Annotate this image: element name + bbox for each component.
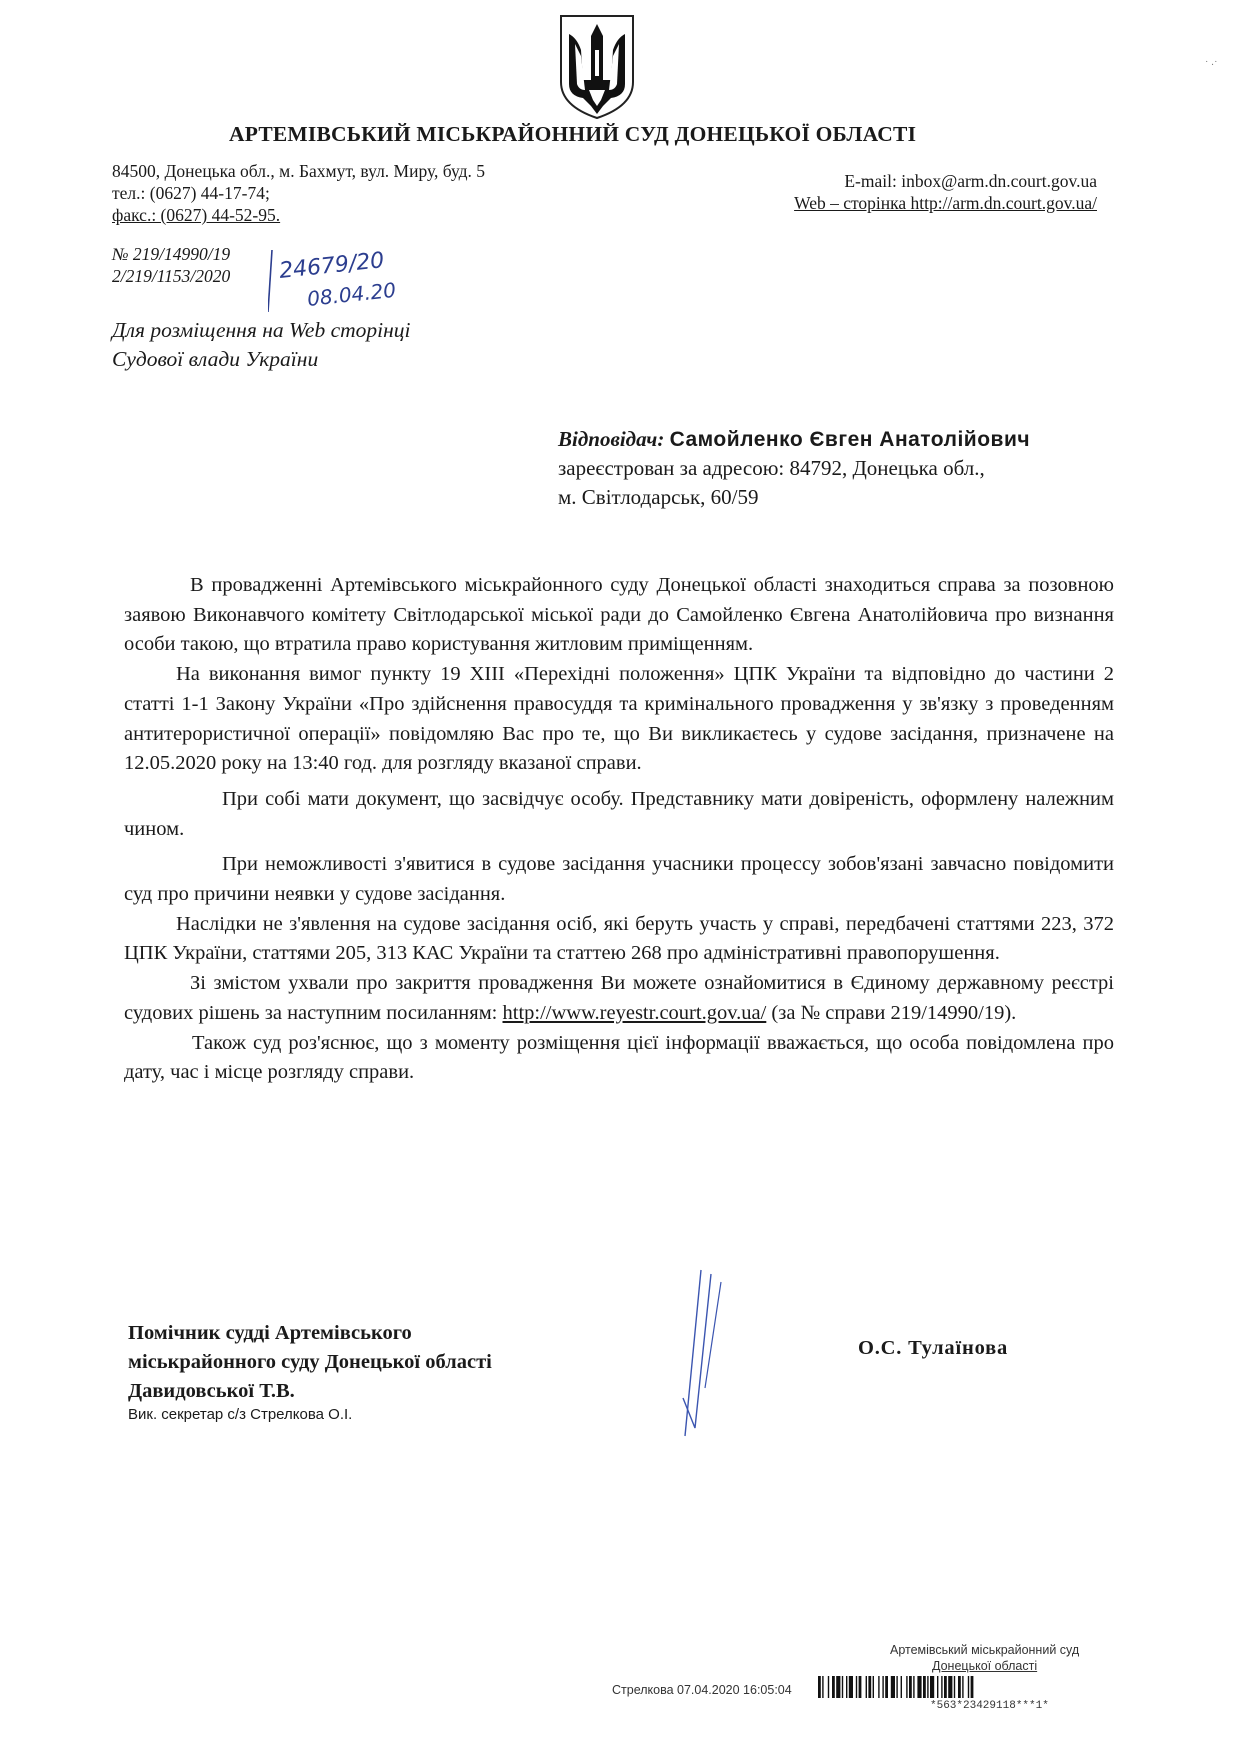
barcode-bar (822, 1676, 823, 1698)
trident-emblem-icon (555, 10, 639, 122)
respondent-address-1: зареєстрован за адресою: 84792, Донецька обл., (558, 456, 985, 480)
court-fax: факс.: (0627) 44-52-95. (112, 205, 281, 225)
barcode-bar (896, 1676, 897, 1698)
outgoing-number: 2/219/1153/2020 (112, 266, 231, 286)
barcode-bar (846, 1676, 847, 1698)
barcode-bar (885, 1676, 888, 1698)
court-online (794, 170, 1097, 214)
position-line-1: Помічник судді Артемівського (128, 1322, 412, 1344)
barcode-bar (882, 1676, 883, 1698)
signature-position (128, 1319, 492, 1406)
handwritten-reg-date: 08.04.20 (306, 277, 398, 311)
handwritten-signature (655, 1268, 735, 1438)
barcode-bar (954, 1676, 955, 1698)
paragraph-4: При неможливості з'явитися в судове засідання учасники процессу зобов'язані завчасно повідомити суд про причини неявки у судове засідання. (124, 853, 1114, 906)
barcode-bar (944, 1676, 947, 1698)
handwritten-reg-number: 24679/20 (278, 248, 386, 284)
barcode-bar (859, 1676, 862, 1698)
paragraph-2: На виконання вимог пункту 19 XIII «Перехідні положення» ЦПК України та відповідно до частини 2 статті 1-1 Закону України «Про здійснення правосуддя та кримінального провадження у зв'язку з проведенням антитерористичної операції» повідомляю Вас про те, що Ви викликаєтесь у судове засідання, призначене на 12.05.2020 року на 13:40 год. для розгляду вказаної справи. (124, 663, 1114, 775)
barcode-bar (962, 1676, 963, 1698)
court-title: АРТЕМІВСЬКИЙ МІСЬКРАЙОННИЙ СУД ДОНЕЦЬКОЇ ОБЛАСТІ (229, 122, 917, 146)
respondent-label: Відповідач: (558, 427, 665, 451)
handwritten-registration (268, 248, 438, 318)
registry-stamp (890, 1642, 1079, 1674)
barcode-bar (971, 1676, 974, 1698)
paragraph-5: Наслідки не з'явлення на судове засідання осіб, які беруть участь у справі, передбачені статтями 223, 372 ЦПК України, статтями 205, 313 КАС України та статтею 268 про адміністративні правопорушення. (124, 912, 1114, 965)
barcode-bar (842, 1676, 843, 1698)
barcode-bar (901, 1676, 902, 1698)
barcode-bar (868, 1676, 871, 1698)
stamp-court-line-1: Артемівський міськрайонний суд (890, 1643, 1080, 1657)
position-line-2: міськрайонного суду Донецької області (128, 1351, 492, 1373)
barcode-bar (866, 1676, 867, 1698)
scan-specks: ˙ ·˙ (1205, 60, 1218, 71)
court-contacts (112, 160, 485, 226)
reference-numbers (112, 243, 230, 287)
position-line-3: Давидовської Т.В. (128, 1380, 295, 1402)
barcode-number: *563*23429118***1* (930, 1700, 1049, 1712)
paragraph-3: При собі мати документ, що засвідчує особу. Представнику мати довіреність, оформлену належним чином. (124, 787, 1114, 840)
paragraph-7: Також суд роз'яснює, що з моменту розміщення цієї інформації вважається, що особа повідомлена про дату, час і місце розгляду справи. (124, 1031, 1114, 1084)
barcode-bar (948, 1676, 952, 1698)
paragraph-1: В провадженні Артемівського міськрайонного суду Донецької області знаходиться справа за позовною заявою Виконавчого комітету Світлодарської міської ради до Самойленко Євгена Анатолійовича про визнання особи такою, що втратила право користування житловим приміщенням. (124, 574, 1114, 656)
secretary-note: Вик. секретар с/з Стрелкова О.І. (128, 1406, 353, 1423)
barcode-bar (818, 1676, 821, 1698)
barcode-bar (836, 1676, 840, 1698)
barcode-bar (873, 1676, 874, 1698)
barcode-icon (818, 1676, 1128, 1698)
barcode-bar (923, 1676, 926, 1698)
respondent-block (558, 425, 1030, 512)
barcode-bar (828, 1676, 829, 1698)
respondent-address-2: м. Світлодарськ, 60/59 (558, 485, 759, 509)
court-address: 84500, Донецька обл., м. Бахмут, вул. Миру, буд. 5 (112, 161, 486, 181)
barcode-bar (930, 1676, 934, 1698)
barcode-bar (849, 1676, 853, 1698)
paragraph-6-case: (за № справи 219/14990/19). (766, 1001, 1017, 1024)
barcode-bar (913, 1676, 914, 1698)
barcode-bar (917, 1676, 921, 1698)
court-tel: тел.: (0627) 44-17-74; (112, 183, 270, 203)
signer-name: О.С. Тулаїнова (858, 1337, 1009, 1359)
barcode-bar (909, 1676, 912, 1698)
barcode-bar (832, 1676, 835, 1698)
barcode-bar (937, 1676, 938, 1698)
registry-entry: Стрелкова 07.04.2020 16:05:04 (612, 1683, 792, 1697)
placement-line-1: Для розміщення на Web сторінці (112, 318, 411, 342)
respondent-name: Самойленко Євген Анатолійович (669, 428, 1031, 451)
barcode-bar (878, 1676, 879, 1698)
placement-note (112, 316, 411, 374)
placement-line-2: Судової влади України (112, 347, 319, 371)
barcode-bar (856, 1676, 857, 1698)
stamp-court-line-2: Донецької області (932, 1659, 1038, 1673)
paragraph-6-text: Зі змістом ухвали про закриття провадження Ви можете ознайомитися в Єдиному державному реєстрі судових рішень за наступним посиланням: (124, 972, 1114, 1024)
barcode-bar (958, 1676, 961, 1698)
barcode-bar (941, 1676, 942, 1698)
registry-link[interactable]: http://www.reyestr.court.gov.ua/ (502, 1001, 767, 1024)
barcode-bar (927, 1676, 928, 1698)
barcode-bar (891, 1676, 895, 1698)
court-email: E-mail: inbox@arm.dn.court.gov.ua (844, 171, 1097, 191)
case-number: № 219/14990/19 (112, 244, 231, 264)
court-web: Web – сторінка http://arm.dn.court.gov.ua/ (794, 193, 1097, 213)
barcode-bar (968, 1676, 969, 1698)
barcode-bar (906, 1676, 907, 1698)
paragraph-6 (124, 969, 1114, 1028)
notice-body (124, 571, 1114, 1088)
